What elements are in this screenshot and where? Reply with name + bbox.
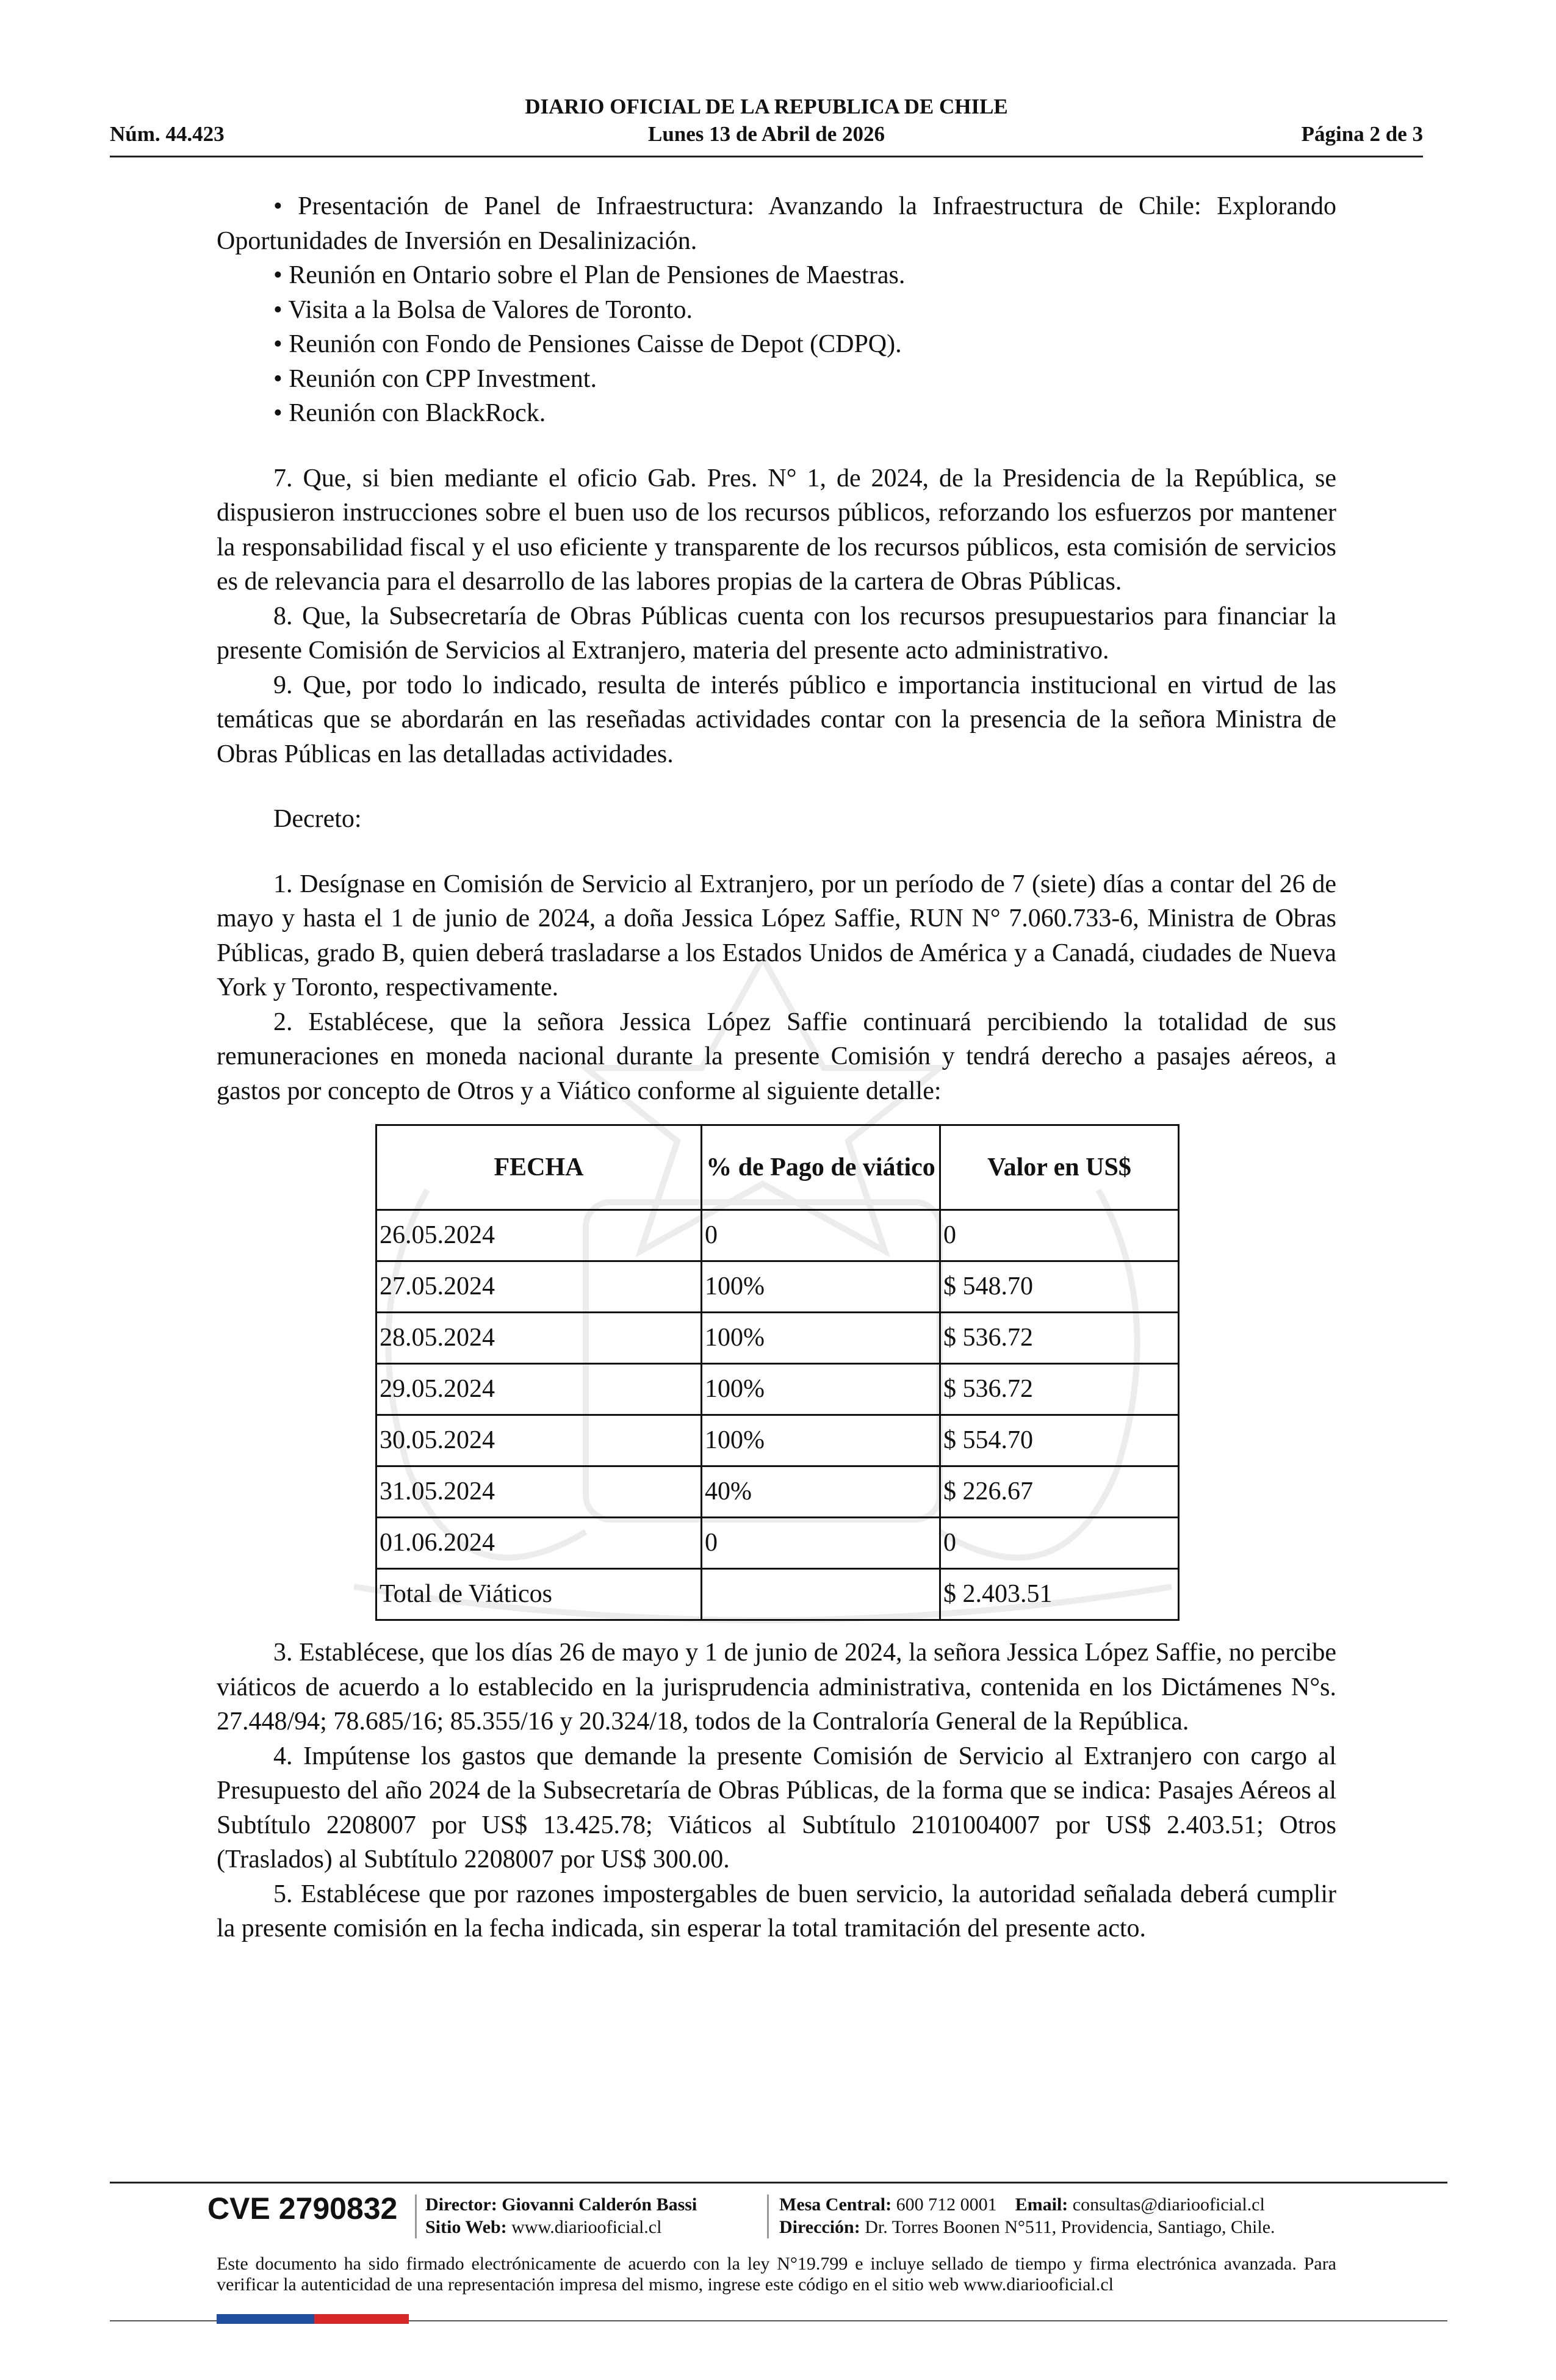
article-3: 3. Establécese, que los días 26 de mayo y 1 de junio de 2024, la señora Jessica López Saffie, no percibe viáticos de acuerdo a lo establecido en la jurisprudencia administrativa, contenida en los Dictámenes N°s. 27.448/94; 78.685/16; 85.355/16 y 20.324/18, todos de la Contraloría General de la República. bbox=[217, 1639, 1336, 1736]
document-body bbox=[217, 189, 1336, 1946]
footer-separator bbox=[415, 2194, 417, 2238]
cell-valor: 0 bbox=[940, 1210, 1179, 1261]
bullet-item: • Presentación de Panel de Infraestructura: Avanzando la Infraestructura de Chile: Explorando Oportunidades de Inversión en Desalinización. bbox=[217, 192, 1336, 255]
cve-code: CVE 2790832 bbox=[207, 2191, 398, 2226]
mesa-label: Mesa Central: bbox=[779, 2194, 892, 2215]
cell-porcentaje: 100% bbox=[702, 1261, 940, 1313]
cell-valor: 0 bbox=[940, 1518, 1179, 1569]
decreto-label: Decreto: bbox=[273, 805, 362, 833]
bullet-item: • Visita a la Bolsa de Valores de Toronto. bbox=[273, 295, 693, 324]
header-divider bbox=[110, 156, 1423, 157]
direccion-label: Dirección: bbox=[779, 2217, 860, 2237]
article-1: 1. Desígnase en Comisión de Servicio al Extranjero, por un período de 7 (siete) días a contar del 26 de mayo y hasta el 1 de junio de 2024, a doña Jessica López Saffie, RUN N° 7.060.733-6, Ministra de Obras Públicas, grado B, quien deberá trasladarse a los Estados Unidos de América y a Canadá, ciudades de Nueva York y Toronto, respectivamente. bbox=[217, 870, 1336, 1001]
cell-porcentaje: 40% bbox=[702, 1466, 940, 1518]
bullet-item: • Reunión con Fondo de Pensiones Caisse de Depot (CDPQ). bbox=[273, 330, 902, 358]
page-indicator: Página 2 de 3 bbox=[1301, 122, 1423, 146]
table-row bbox=[376, 1210, 1179, 1261]
col-header-valor: Valor en US$ bbox=[940, 1125, 1179, 1210]
header-meta bbox=[110, 122, 1423, 150]
cell-porcentaje: 0 bbox=[702, 1210, 940, 1261]
cell-valor: $ 536.72 bbox=[940, 1364, 1179, 1415]
legal-notice: Este documento ha sido firmado electrónicamente de acuerdo con la ley N°19.799 e incluye sellado de tiempo y firma electrónica avanzada. Para verificar la autenticidad de una representación impresa del mismo, ingrese este código en el sitio web www.diariooficial.cl bbox=[217, 2254, 1336, 2295]
issue-number: Núm. 44.423 bbox=[110, 122, 225, 146]
table-row bbox=[376, 1313, 1179, 1364]
cell-empty bbox=[702, 1569, 940, 1620]
considerando-8: 8. Que, la Subsecretaría de Obras Públicas cuenta con los recursos presupuestarios para financiar la presente Comisión de Servicios al Extranjero, materia del presente acto administrativo. bbox=[217, 602, 1336, 665]
cell-fecha: 28.05.2024 bbox=[376, 1313, 702, 1364]
bullet-item: • Reunión con CPP Investment. bbox=[273, 364, 597, 393]
article-2: 2. Establécese, que la señora Jessica López Saffie continuará percibiendo la totalidad de sus remuneraciones en moneda nacional durante la presente Comisión y tendrá derecho a pasajes aéreos, a gastos por concepto de Otros y a Viático conforme al siguiente detalle: bbox=[217, 1008, 1336, 1105]
director-name: Giovanni Calderón Bassi bbox=[502, 2194, 697, 2215]
bullet-item: • Reunión con BlackRock. bbox=[273, 399, 546, 427]
cell-fecha: 01.06.2024 bbox=[376, 1518, 702, 1569]
col-header-porcentaje: % de Pago de viático bbox=[702, 1125, 940, 1210]
footer-director-block bbox=[425, 2193, 697, 2238]
email-link[interactable]: consultas@diariooficial.cl bbox=[1072, 2194, 1265, 2215]
article-4: 4. Impútense los gastos que demande la presente Comisión de Servicio al Extranjero con cargo al Presupuesto del año 2024 de la Subsecretaría de Obras Públicas, de la forma que se indica: Pasajes Aéreos al Subtítulo 2208007 por US$ 13.425.78; Viáticos al Subtítulo 2101004007 por US$ 2.403.51; Otros (Traslados) al Subtítulo 2208007 por US$ 300.00. bbox=[217, 1742, 1336, 1873]
issue-date: Lunes 13 de Abril de 2026 bbox=[648, 122, 885, 146]
cell-porcentaje: 100% bbox=[702, 1364, 940, 1415]
cell-fecha: 31.05.2024 bbox=[376, 1466, 702, 1518]
table-total-row bbox=[376, 1569, 1179, 1620]
cell-fecha: 29.05.2024 bbox=[376, 1364, 702, 1415]
newspaper-title: DIARIO OFICIAL DE LA REPUBLICA DE CHILE bbox=[525, 95, 1008, 118]
footer-divider bbox=[110, 2182, 1447, 2183]
footer-separator bbox=[767, 2194, 769, 2238]
email-label: Email: bbox=[1015, 2194, 1068, 2215]
cell-fecha: 30.05.2024 bbox=[376, 1415, 702, 1466]
article-5: 5. Establécese que por razones impostergables de buen servicio, la autoridad señalada deberá cumplir la presente comisión en la fecha indicada, sin esperar la total tramitación del presente acto. bbox=[217, 1880, 1336, 1942]
considerando-7: 7. Que, si bien mediante el oficio Gab. Pres. N° 1, de 2024, de la Presidencia de la República, se dispusieron instrucciones sobre el buen uso de los recursos públicos, reforzando los esfuerzos por mantener la responsabilidad fiscal y el uso eficiente y transparente de los recursos públicos, esta comisión de servicios es de relevancia para el desarrollo de las labores propias de la cartera de Obras Públicas. bbox=[217, 464, 1336, 596]
table-row bbox=[376, 1415, 1179, 1466]
web-label: Sitio Web: bbox=[425, 2217, 507, 2237]
cell-valor: $ 554.70 bbox=[940, 1415, 1179, 1466]
cell-porcentaje: 100% bbox=[702, 1313, 940, 1364]
cell-porcentaje: 0 bbox=[702, 1518, 940, 1569]
direccion-value: Dr. Torres Boonen N°511, Providencia, Santiago, Chile. bbox=[865, 2217, 1275, 2237]
table-header-row bbox=[376, 1125, 1179, 1210]
cell-valor: $ 226.67 bbox=[940, 1466, 1179, 1518]
cell-porcentaje: 100% bbox=[702, 1415, 940, 1466]
mesa-phone: 600 712 0001 bbox=[896, 2194, 997, 2215]
footer-contact-block bbox=[779, 2193, 1275, 2238]
cell-total-value: $ 2.403.51 bbox=[940, 1569, 1179, 1620]
cell-valor: $ 548.70 bbox=[940, 1261, 1179, 1313]
flag-bar-red bbox=[314, 2314, 409, 2324]
table-row bbox=[376, 1518, 1179, 1569]
table-row bbox=[376, 1466, 1179, 1518]
cell-fecha: 26.05.2024 bbox=[376, 1210, 702, 1261]
cell-valor: $ 536.72 bbox=[940, 1313, 1179, 1364]
table-row bbox=[376, 1261, 1179, 1313]
web-link[interactable]: www.diariooficial.cl bbox=[511, 2217, 662, 2237]
director-label: Director: bbox=[425, 2194, 497, 2215]
flag-bar-blue bbox=[217, 2314, 314, 2324]
cell-fecha: 27.05.2024 bbox=[376, 1261, 702, 1313]
cell-total-label: Total de Viáticos bbox=[376, 1569, 702, 1620]
considerando-9: 9. Que, por todo lo indicado, resulta de interés público e importancia institucional en virtud de las temáticas que se abordarán en las reseñadas actividades contar con la presencia de la señora Ministra de Obras Públicas en las detalladas actividades. bbox=[217, 671, 1336, 768]
col-header-fecha: FECHA bbox=[376, 1125, 702, 1210]
viatico-table bbox=[375, 1124, 1180, 1621]
table-row bbox=[376, 1364, 1179, 1415]
bullet-item: • Reunión en Ontario sobre el Plan de Pensiones de Maestras. bbox=[273, 261, 906, 289]
